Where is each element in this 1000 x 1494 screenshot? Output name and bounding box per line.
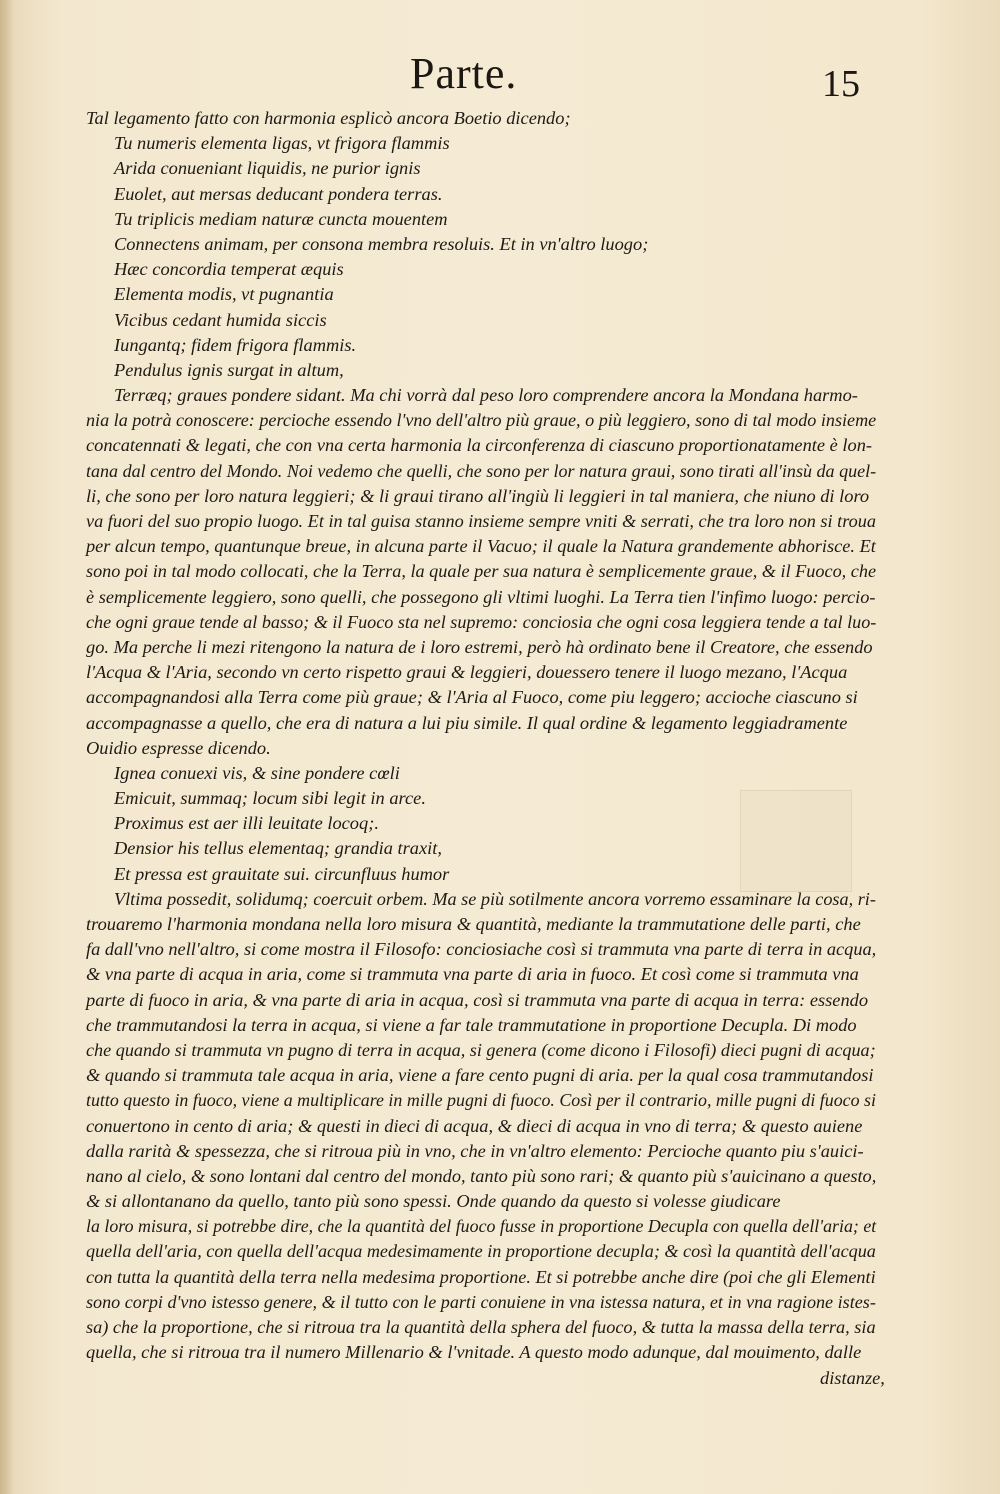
text-line: & quando si trammuta tale acqua in aria, viene a fare cento pugni di aria. per la qual cosa trammutandosi [86,1065,874,1086]
text-line: nano al cielo, & sono lontani dal centro del mondo, tanto più sono rari; & quanto più s'auicinano a questo, [86,1165,877,1186]
running-head: Parte. [410,49,518,98]
text-line: nia la potrà conoscere: percioche essendo l'vno dell'altro più graue, o più leggiero, sono di tal modo insieme [86,410,877,431]
text-line: go. Ma perche li mezi ritengono la natura de i loro estremi, però hà ordinato bene il Creatore, che essendo [86,636,873,657]
verse-line: Elementa modis, vt pugnantia [114,284,334,305]
text-line: per alcun tempo, quantunque breue, in alcuna parte il Vacuo; il quale la Natura grandemente abhorisce. Et [86,536,876,557]
text-line: che trammutandosi la terra in acqua, si viene a far tale trammutatione in proportione Decupla. Di modo [86,1014,857,1035]
text-line: che quando si trammuta vn pugno di terra in acqua, si genera (come dicono i Filosofi) dieci pugni di acqua; [86,1039,876,1060]
text-line: la loro misura, si potrebbe dire, che la quantità del fuoco fusse in proportione Decupla con quella dell'aria; et [86,1216,877,1237]
text-line: parte di fuoco in aria, & vna parte di aria in acqua, così si trammuta vna parte di acqua in terra: essendo [86,989,869,1010]
text-line: che ogni graue tende al basso; & il Fuoco sta nel supremo: conciosia che ogni cosa leggiera tende a tal luo- [86,611,877,632]
verse-line: Vicibus cedant humida siccis [114,309,327,330]
text-line: è semplicemente leggiero, sono quelli, che possegono gli vltimi luoghi. La Terra tien l'infimo luogo: percio- [86,586,876,607]
verse-line: Pendulus ignis surgat in altum, [114,359,344,380]
verse-line: Ignea conuexi vis, & sine pondere cœli [114,762,400,783]
text-line: concatennati & legati, che con vna certa harmonia la circonferenza di ciascuno proportionatamente è lon- [86,435,873,456]
text-line: l'Acqua & l'Aria, secondo vn certo rispetto graui & leggieri, douessero tenere il luogo mezano, l'Acqua [86,662,848,683]
verse-line: Et pressa est grauitate sui. circunfluus humor [114,863,450,884]
page-gutter-shadow [0,0,14,1494]
verse-line: Proximus est aer illi leuitate locoq;. [114,813,379,834]
verse-line: Arida conueniant liquidis, ne purior ignis [114,158,421,179]
text-line: fa dall'vno nell'altro, si come mostra il Filosofo: conciosiache così si trammuta vna parte di terra in acqua, [86,939,877,960]
text-line: tutto questo in fuoco, viene a multiplicare in mille pugni di fuoco. Così per il contrario, mille pugni di fuoco si [86,1090,876,1111]
text-line: Tal legamento fatto con harmonia esplicò ancora Boetio dicendo; [86,108,571,128]
text-line: accompagnandosi alla Terra come più graue; & l'Aria al Fuoco, come piu leggero; accioche ciascuno si [86,687,858,708]
catchword: distanze, [820,1368,885,1388]
text-line: & vna parte di acqua in aria, come si trammuta vna parte di aria in fuoco. Et così come si trammuta vna [86,964,859,985]
verse-line: Tu numeris elementa ligas, vt frigora flammis [114,133,450,154]
text-line: sono corpi d'vno istesso genere, & il tutto con le parti conuiene in vna istessa natura, et in vna ragione istes- [86,1291,876,1312]
verse-line: Vltima possedit, solidumq; coercuit orbem. Ma se più sotilmente ancora vorremo essaminare la cosa, ri- [114,888,876,909]
verse-line: Emicuit, summaq; locum sibi legit in arce. [114,788,426,809]
text-line: quella dell'aria, con quella dell'acqua medesimamente in proportione decupla; & così la quantità dell'acqua [86,1241,876,1262]
text-line: tana dal centro del Mondo. Noi vedemo che quelli, che sono per lor natura graui, sono tirati all'insù da quel- [86,460,877,481]
text-line: con tutta la quantità della terra nella medesima proportione. Et si potrebbe anche dire (poi che gli Elementi [86,1266,876,1287]
text-line: sono poi in tal modo collocati, che la Terra, la quale per sua natura è semplicemente graue, & il Fuoco, che [86,561,877,582]
verse-line: Tu triplicis mediam naturæ cuncta mouentem [114,208,448,229]
text-line: dalla rarità & spessezza, che si ritroua più in vno, che in vn'altro elemento: Percioche quanto piu s'auici- [86,1140,864,1161]
text-line: trouaremo l'harmonia mondana nella loro misura & quantità, mediante la trammutatione delle parti, che [86,914,861,934]
text-line: quella, che si ritroua tra il numero Millenario & l'vnitade. A questo modo adunque, dal mouimento, dalle [86,1342,862,1363]
text-line: accompagnasse a quello, che era di natura a lui piu simile. Il qual ordine & legamento leggiadramente [86,712,848,733]
text-line: sa) che la proportione, che si ritroua tra la quantità della sphera del fuoco, & tutta la massa della terra, sia [86,1317,876,1337]
verse-line: Terræq; graues pondere sidant. Ma chi vorrà dal peso loro comprendere ancora la Mondana harmo- [114,385,858,406]
text-line: li, che sono per loro natura leggieri; & li graui tirano all'ingiù li leggieri in tal maniera, che niuno di loro [86,485,870,506]
text-line: Ouidio espresse dicendo. [86,737,271,758]
verse-line: Iungantq; fidem frigora flammis. [114,334,357,355]
verse-line: Euolet, aut mersas deducant pondera terras. [114,183,443,204]
body-text [86,106,876,1365]
verse-line: Connectens animam, per consona membra resoluis. Et in vn'altro luogo; [114,233,649,254]
text-line: va fuori del suo propio luogo. Et in tal guisa stanno insieme sempre vniti & serrati, che tra loro non si troua [86,511,876,531]
text-line: & si allontanano da quello, tanto più sono spessi. Onde quando da questo si volesse giudicare [86,1191,781,1212]
text-line: conuertono in cento di aria; & questi in dieci di acqua, & dieci di acqua in vno di terra; & questo auiene [86,1115,863,1136]
page-number: 15 [822,63,860,105]
verse-line: Hæc concordia temperat æquis [114,259,344,280]
verse-line: Densior his tellus elementaq; grandia traxit, [114,838,442,859]
page-header [0,48,1000,108]
